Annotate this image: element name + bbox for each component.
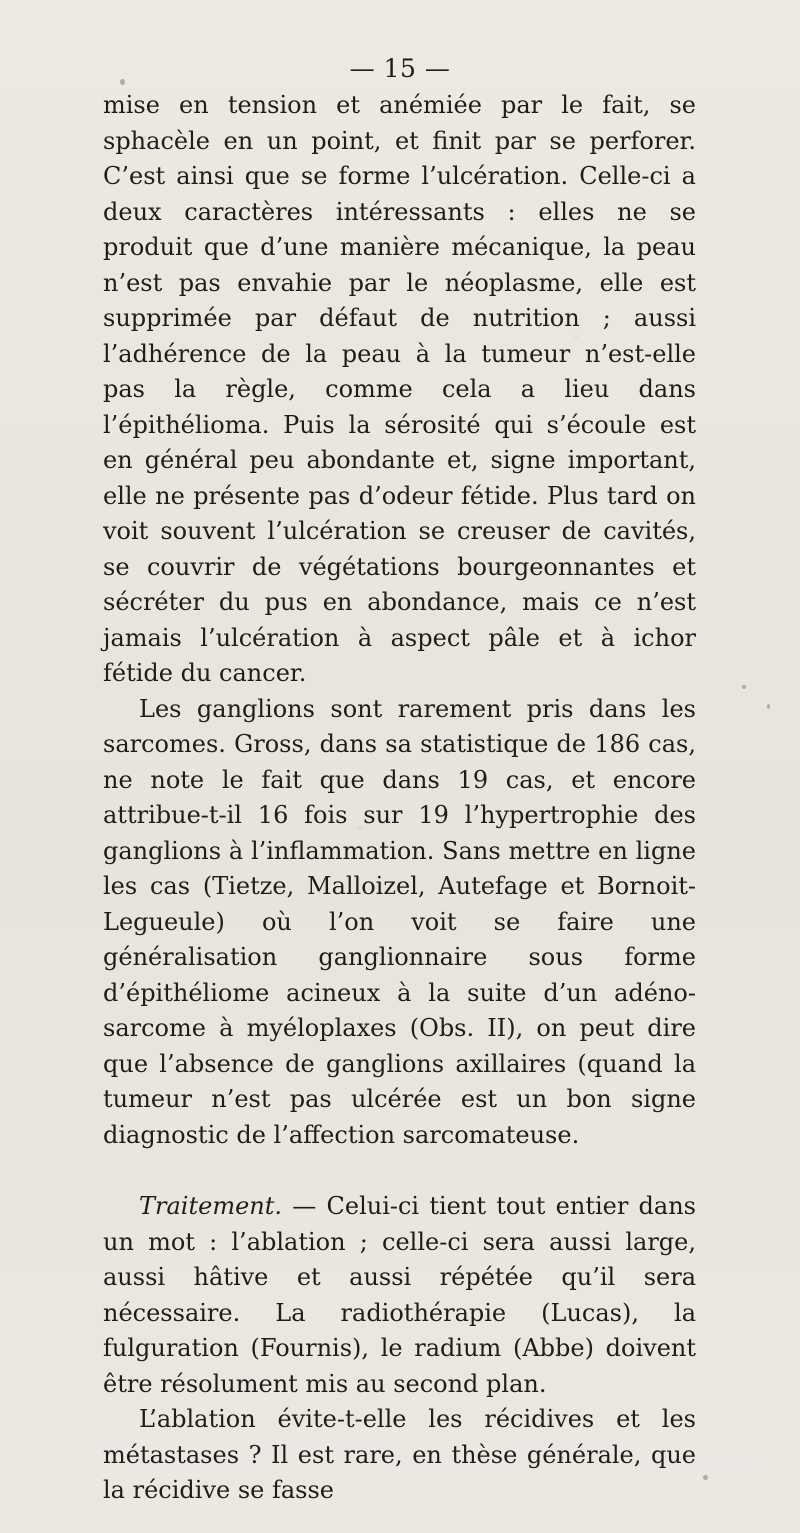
scan-speck [703,1475,708,1480]
paragraph-ulceration [103,88,696,692]
page-number: — 15 — [349,54,451,83]
section-label: Traitement. [139,1192,283,1220]
paragraph-traitement [103,1189,696,1402]
paragraph-ganglions [103,692,696,1154]
paragraph-ablation [103,1402,696,1509]
paragraph-text: L’ablation évite-t-elle les récidives et les métastases ? Il est rare, en thèse générale, que la récidive se fasse [103,1405,696,1504]
scan-speck [742,685,746,689]
body-text [103,88,696,1509]
paragraph-text: — Celui-ci tient tout entier dans un mot : l’ablation ; celle-ci sera aussi large, aussi hâtive et aussi répétée qu’il sera nécessaire. La radiothérapie (Lucas), la fulguration (Fournis), le radium (Abbe) doivent être résolument mis au second plan. [103,1192,696,1398]
scan-speck [767,704,770,709]
paragraph-text: Les ganglions sont rarement pris dans les sarcomes. Gross, dans sa statistique de 186 cas, ne note le fait que dans 19 cas, et encore attribue-t-il 16 fois sur 19 l’hypertrophie des ganglions à l’inflammation. Sans mettre en ligne les cas (Tietze, Malloizel, Autefage et Bornoit-Legueule) où l’on voit se faire une généralisation ganglionnaire sous forme d’épithéliome acineux à la suite d’un adéno-sarcome à myéloplaxes (Obs. II), on peut dire que l’absence de ganglions axillaires (quand la tumeur n’est pas ulcérée est un bon signe diagnostic de l’affection sarcomateuse. [103,694,696,1149]
paragraph-text: mise en tension et anémiée par le fait, se sphacèle en un point, et finit par se perforer. C’est ainsi que se forme l’ulcération. Celle-ci a deux caractères intéressants : elles ne se produit que d’une manière mécanique, la peau n’est pas envahie par le néoplasme, elle est supprimée par défaut de nutrition ; aussi l’adhérence de la peau à la tumeur n’est-elle pas la règle, comme cela a lieu dans l’épithélioma. Puis la sérosité qui s’écoule est en général peu abondante et, signe important, elle ne présente pas d’odeur fétide. Plus tard on voit souvent l’ulcération se creuser de cavités, se couvrir de végétations bourgeonnantes et sécréter du pus en abondance, mais ce n’est jamais l’ulcération à aspect pâle et à ichor fétide du cancer. [103,91,696,687]
